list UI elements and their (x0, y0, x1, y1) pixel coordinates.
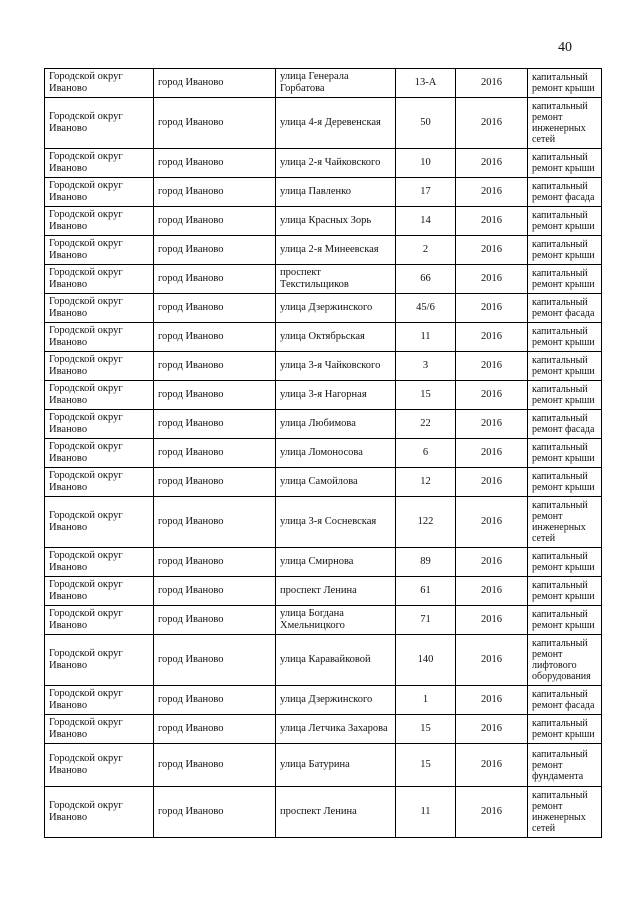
page-number: 40 (558, 40, 572, 55)
work-type-cell: капитальный ремонт крыши (528, 606, 602, 635)
year-cell: 2016 (456, 744, 528, 787)
table-row (45, 352, 602, 381)
work-type-cell: капитальный ремонт крыши (528, 236, 602, 265)
city-cell: город Иваново (154, 381, 276, 410)
table-row (45, 744, 602, 787)
district-cell: Городской округ Иваново (45, 98, 154, 149)
district-cell: Городской округ Иваново (45, 381, 154, 410)
district-cell: Городской округ Иваново (45, 606, 154, 635)
table-row (45, 577, 602, 606)
street-cell: улица Самойлова (276, 468, 396, 497)
work-type-cell: капитальный ремонт крыши (528, 715, 602, 744)
house-number-cell: 12 (396, 468, 456, 497)
year-cell: 2016 (456, 352, 528, 381)
street-cell: проспект Текстильщиков (276, 265, 396, 294)
street-cell: улица 2-я Чайковского (276, 149, 396, 178)
street-cell: улица Октябрьская (276, 323, 396, 352)
district-cell: Городской округ Иваново (45, 352, 154, 381)
district-cell: Городской округ Иваново (45, 178, 154, 207)
year-cell: 2016 (456, 715, 528, 744)
city-cell: город Иваново (154, 548, 276, 577)
house-number-cell: 3 (396, 352, 456, 381)
work-type-cell: капитальный ремонт фасада (528, 294, 602, 323)
table-row (45, 686, 602, 715)
city-cell: город Иваново (154, 744, 276, 787)
table-row (45, 468, 602, 497)
house-number-cell: 50 (396, 98, 456, 149)
district-cell: Городской округ Иваново (45, 635, 154, 686)
city-cell: город Иваново (154, 265, 276, 294)
district-cell: Городской округ Иваново (45, 548, 154, 577)
street-cell: улица 3-я Чайковского (276, 352, 396, 381)
street-cell: улица Смирнова (276, 548, 396, 577)
table-row (45, 98, 602, 149)
year-cell: 2016 (456, 236, 528, 265)
district-cell: Городской округ Иваново (45, 323, 154, 352)
city-cell: город Иваново (154, 323, 276, 352)
work-type-cell: капитальный ремонт инженерных сетей (528, 497, 602, 548)
year-cell: 2016 (456, 787, 528, 838)
street-cell: проспект Ленина (276, 577, 396, 606)
year-cell: 2016 (456, 686, 528, 715)
work-type-cell: капитальный ремонт крыши (528, 323, 602, 352)
city-cell: город Иваново (154, 410, 276, 439)
table-row (45, 606, 602, 635)
year-cell: 2016 (456, 265, 528, 294)
house-number-cell: 140 (396, 635, 456, 686)
house-number-cell: 15 (396, 744, 456, 787)
district-cell: Городской округ Иваново (45, 69, 154, 98)
year-cell: 2016 (456, 207, 528, 236)
city-cell: город Иваново (154, 635, 276, 686)
street-cell: улица Дзержинского (276, 294, 396, 323)
work-type-cell: капитальный ремонт фундамента (528, 744, 602, 787)
work-type-cell: капитальный ремонт крыши (528, 468, 602, 497)
table-row (45, 381, 602, 410)
year-cell: 2016 (456, 439, 528, 468)
year-cell: 2016 (456, 323, 528, 352)
house-number-cell: 14 (396, 207, 456, 236)
house-number-cell: 122 (396, 497, 456, 548)
city-cell: город Иваново (154, 686, 276, 715)
table-row (45, 497, 602, 548)
street-cell: улица Ломоносова (276, 439, 396, 468)
work-type-cell: капитальный ремонт инженерных сетей (528, 787, 602, 838)
work-type-cell: капитальный ремонт фасада (528, 410, 602, 439)
table-row (45, 236, 602, 265)
work-type-cell: капитальный ремонт инженерных сетей (528, 98, 602, 149)
table-row (45, 207, 602, 236)
city-cell: город Иваново (154, 497, 276, 548)
table-body (45, 69, 602, 838)
district-cell: Городской округ Иваново (45, 497, 154, 548)
house-number-cell: 71 (396, 606, 456, 635)
district-cell: Городской округ Иваново (45, 294, 154, 323)
city-cell: город Иваново (154, 439, 276, 468)
work-type-cell: капитальный ремонт крыши (528, 352, 602, 381)
year-cell: 2016 (456, 548, 528, 577)
district-cell: Городской округ Иваново (45, 265, 154, 294)
table-row (45, 178, 602, 207)
year-cell: 2016 (456, 294, 528, 323)
work-type-cell: капитальный ремонт крыши (528, 381, 602, 410)
district-cell: Городской округ Иваново (45, 236, 154, 265)
year-cell: 2016 (456, 606, 528, 635)
house-number-cell: 89 (396, 548, 456, 577)
work-type-cell: капитальный ремонт фасада (528, 178, 602, 207)
street-cell: улица Дзержинского (276, 686, 396, 715)
year-cell: 2016 (456, 468, 528, 497)
street-cell: улица Любимова (276, 410, 396, 439)
house-number-cell: 22 (396, 410, 456, 439)
house-number-cell: 1 (396, 686, 456, 715)
street-cell: улица Батурина (276, 744, 396, 787)
year-cell: 2016 (456, 381, 528, 410)
house-number-cell: 6 (396, 439, 456, 468)
table-row (45, 715, 602, 744)
street-cell: улица Генерала Горбатова (276, 69, 396, 98)
district-cell: Городской округ Иваново (45, 787, 154, 838)
city-cell: город Иваново (154, 149, 276, 178)
table-row (45, 323, 602, 352)
work-type-cell: капитальный ремонт лифтового оборудования (528, 635, 602, 686)
street-cell: улица Летчика Захарова (276, 715, 396, 744)
street-cell: улица Павленко (276, 178, 396, 207)
city-cell: город Иваново (154, 178, 276, 207)
district-cell: Городской округ Иваново (45, 715, 154, 744)
table-row (45, 294, 602, 323)
work-type-cell: капитальный ремонт крыши (528, 69, 602, 98)
repair-registry-table (44, 68, 602, 838)
district-cell: Городской округ Иваново (45, 207, 154, 236)
year-cell: 2016 (456, 178, 528, 207)
house-number-cell: 45/6 (396, 294, 456, 323)
street-cell: улица Богдана Хмельницкого (276, 606, 396, 635)
city-cell: город Иваново (154, 352, 276, 381)
city-cell: город Иваново (154, 468, 276, 497)
street-cell: улица 3-я Нагорная (276, 381, 396, 410)
year-cell: 2016 (456, 410, 528, 439)
street-cell: улица Каравайковой (276, 635, 396, 686)
table-row (45, 635, 602, 686)
house-number-cell: 11 (396, 323, 456, 352)
year-cell: 2016 (456, 98, 528, 149)
table-row (45, 69, 602, 98)
house-number-cell: 61 (396, 577, 456, 606)
work-type-cell: капитальный ремонт крыши (528, 149, 602, 178)
city-cell: город Иваново (154, 294, 276, 323)
year-cell: 2016 (456, 577, 528, 606)
house-number-cell: 15 (396, 381, 456, 410)
house-number-cell: 66 (396, 265, 456, 294)
table-row (45, 265, 602, 294)
city-cell: город Иваново (154, 577, 276, 606)
street-cell: улица 2-я Минеевская (276, 236, 396, 265)
house-number-cell: 13-А (396, 69, 456, 98)
table-row (45, 149, 602, 178)
district-cell: Городской округ Иваново (45, 686, 154, 715)
work-type-cell: капитальный ремонт крыши (528, 439, 602, 468)
table-row (45, 787, 602, 838)
city-cell: город Иваново (154, 715, 276, 744)
work-type-cell: капитальный ремонт крыши (528, 265, 602, 294)
work-type-cell: капитальный ремонт фасада (528, 686, 602, 715)
city-cell: город Иваново (154, 207, 276, 236)
district-cell: Городской округ Иваново (45, 410, 154, 439)
house-number-cell: 17 (396, 178, 456, 207)
city-cell: город Иваново (154, 98, 276, 149)
house-number-cell: 11 (396, 787, 456, 838)
district-cell: Городской округ Иваново (45, 468, 154, 497)
city-cell: город Иваново (154, 69, 276, 98)
district-cell: Городской округ Иваново (45, 744, 154, 787)
work-type-cell: капитальный ремонт крыши (528, 577, 602, 606)
house-number-cell: 15 (396, 715, 456, 744)
city-cell: город Иваново (154, 606, 276, 635)
street-cell: улица 4-я Деревенская (276, 98, 396, 149)
work-type-cell: капитальный ремонт крыши (528, 548, 602, 577)
year-cell: 2016 (456, 149, 528, 178)
city-cell: город Иваново (154, 236, 276, 265)
table-row (45, 439, 602, 468)
house-number-cell: 2 (396, 236, 456, 265)
work-type-cell: капитальный ремонт крыши (528, 207, 602, 236)
city-cell: город Иваново (154, 787, 276, 838)
year-cell: 2016 (456, 635, 528, 686)
district-cell: Городской округ Иваново (45, 577, 154, 606)
street-cell: улица Красных Зорь (276, 207, 396, 236)
street-cell: проспект Ленина (276, 787, 396, 838)
street-cell: улица 3-я Сосневская (276, 497, 396, 548)
year-cell: 2016 (456, 69, 528, 98)
district-cell: Городской округ Иваново (45, 149, 154, 178)
table-row (45, 548, 602, 577)
house-number-cell: 10 (396, 149, 456, 178)
table-row (45, 410, 602, 439)
year-cell: 2016 (456, 497, 528, 548)
district-cell: Городской округ Иваново (45, 439, 154, 468)
